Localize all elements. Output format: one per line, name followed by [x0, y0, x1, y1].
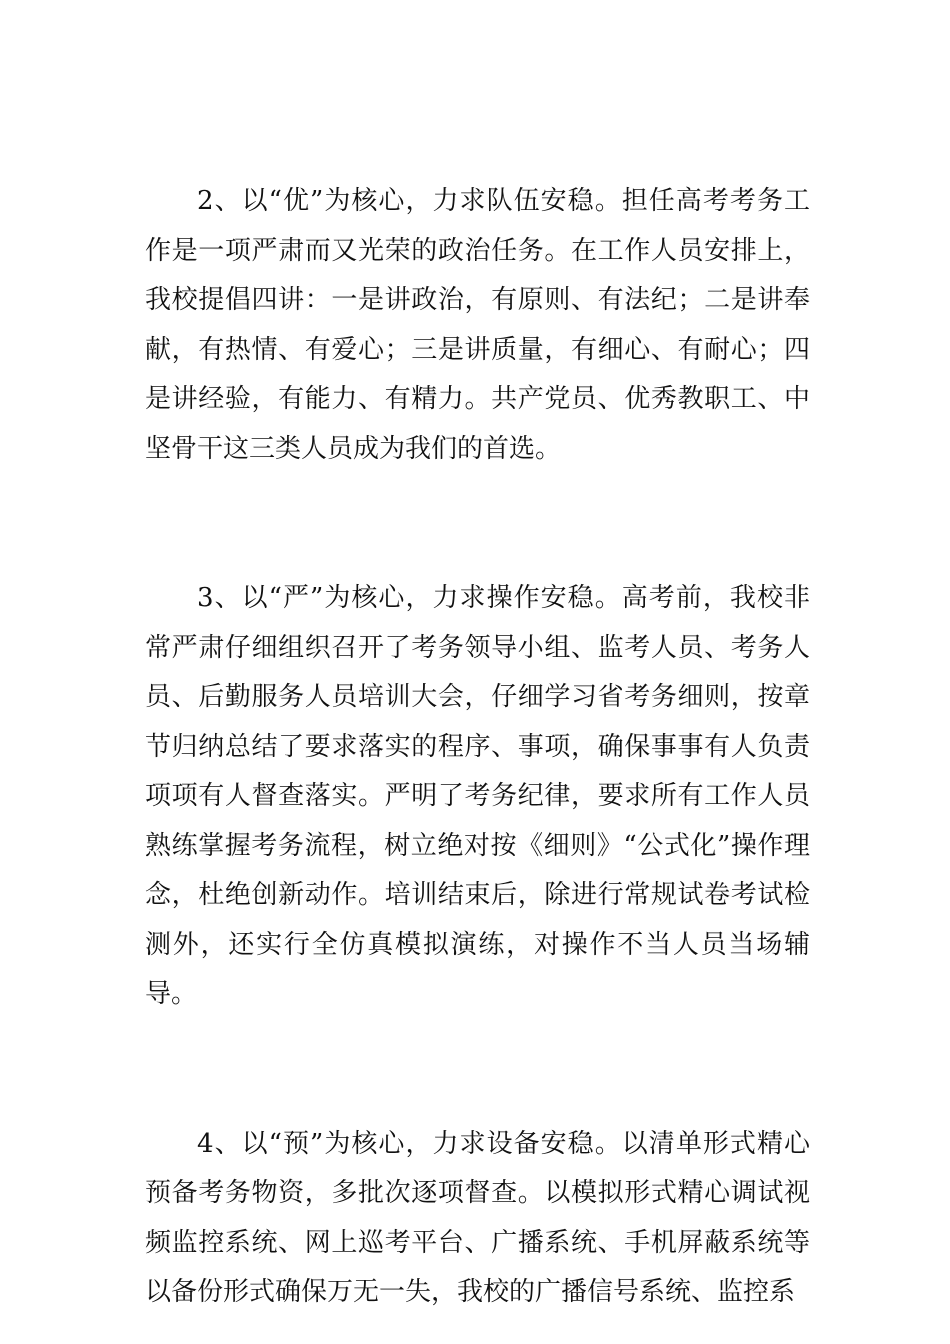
- paragraph-4-equipment-stability: 4、以“预”为核心，力求设备安稳。以清单形式精心预备考务物资，多批次逐项督查。以模拟形式精心调试视频监控系统、网上巡考平台、广播系统、手机屏蔽系统等以备份形式确保万无一失，我校的广播信号系统、监控系: [145, 1128, 810, 1307]
- paragraph-3-operation-stability: 3、以“严”为核心，力求操作安稳。高考前，我校非常严肃仔细组织召开了考务领导小组、监考人员、考务人员、后勤服务人员培训大会，仔细学习省考务细则，按章节归纳总结了要求落实的程序、事项，确保事事有人负责项项有人督查落实。严明了考务纪律，要求所有工作人员熟练掌握考务流程，树立绝对按《细则》“公式化”操作理念，杜绝创新动作。培训结束后，除进行常规试卷考试检测外，还实行全仿真模拟演练，对操作不当人员当场辅导。: [145, 583, 810, 1009]
- document-body: [145, 177, 810, 1318]
- paragraph-2-team-stability: 2、以“优”为核心，力求队伍安稳。担任高考考务工作是一项严肃而又光荣的政治任务。在工作人员安排上，我校提倡四讲：一是讲政治，有原则、有法纪；二是讲奉献，有热情、有爱心；三是讲质量，有细心、有耐心；四是讲经验，有能力、有精力。共产党员、优秀教职工、中坚骨干这三类人员成为我们的首选。: [145, 186, 810, 464]
